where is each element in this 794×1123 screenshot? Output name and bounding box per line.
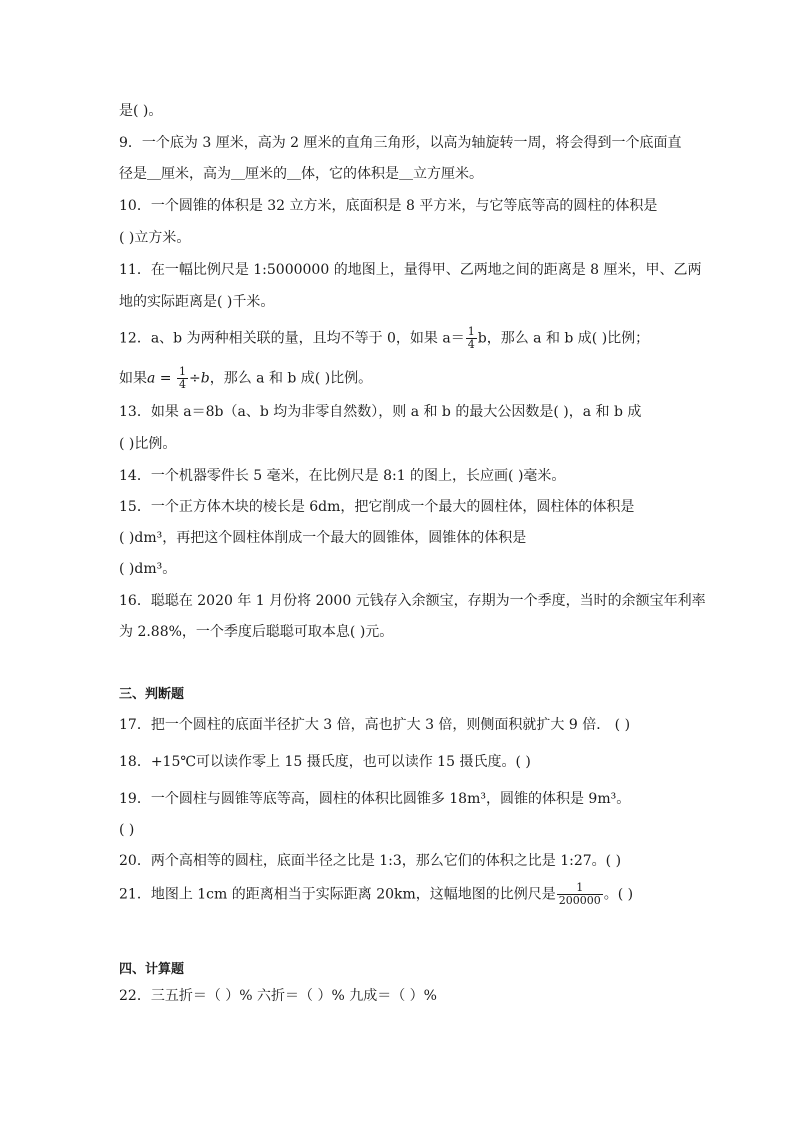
- text-line: ( )比例。: [119, 436, 177, 452]
- question-19: 19．一个圆柱与圆锥等底等高，圆柱的体积比圆锥多 18m³，圆锥的体积是 9m³。: [119, 791, 631, 807]
- question-20: 20．两个高相等的圆柱，底面半径之比是 1:3，那么它们的体积之比是 1:27。( ): [119, 853, 622, 869]
- text-line: 为 2.88%，一个季度后聪聪可取本息( )元。: [119, 624, 394, 640]
- fraction: [557, 882, 603, 907]
- text-span: 21．地图上 1cm 的距离相当于实际距离 20km，这幅地图的比例尺是: [119, 886, 556, 903]
- fraction-numerator: 1: [179, 365, 186, 378]
- text-span: b，那么 a 和 b 成( )比例；: [477, 330, 650, 347]
- text-line: ( ): [119, 822, 135, 838]
- question-16: 16．聪聪在 2020 年 1 月份将 2000 元钱存入余额宝，存期为一个季度，当时的余额宝年利率: [119, 593, 706, 609]
- variable-a: a: [147, 370, 156, 387]
- text-line: 地的实际距离是( )千米。: [119, 294, 275, 310]
- question-9: 9．一个底为 3 厘米，高为 2 厘米的直角三角形，以高为轴旋转一周，将会得到一个底面直: [119, 135, 682, 151]
- fraction-denominator: 4: [179, 378, 186, 391]
- text-line: 是( )。: [119, 103, 163, 119]
- question-14: 14．一个机器零件长 5 毫米，在比例尺是 8:1 的图上，长应画( )毫米。: [119, 468, 566, 484]
- fraction-numerator: 1: [467, 325, 475, 338]
- equals-sign: =: [155, 370, 176, 387]
- text-span: ，那么 a 和 b 成( )比例。: [209, 370, 373, 387]
- question-13: 13．如果 a＝8b（a、b 均为非零自然数），则 a 和 b 的最大公因数是( )，a 和 b 成: [119, 404, 642, 420]
- question-18: 18．+15℃可以读作零上 15 摄氏度，也可以读作 15 摄氏度。( ): [119, 754, 531, 770]
- fraction-denominator: 200000: [558, 894, 601, 907]
- question-21: [119, 882, 633, 907]
- question-15: 15．一个正方体木块的棱长是 6dm，把它削成一个最大的圆柱体，圆柱体的体积是: [119, 499, 635, 515]
- question-22: 22．三五折＝（ ）% 六折＝（ ）% 九成＝（ ）%: [119, 988, 437, 1004]
- text-line: ( )立方米。: [119, 230, 191, 246]
- text-line: ( )dm³，再把这个圆柱体削成一个最大的圆锥体，圆锥体的体积是: [119, 530, 527, 546]
- fraction-denominator: 4: [467, 338, 475, 351]
- text-span: 如果: [119, 370, 147, 387]
- section-heading-judgment: 三、判断题: [119, 687, 185, 702]
- text-span: 。( ): [603, 886, 634, 903]
- text-line: ( )dm³。: [119, 561, 177, 577]
- text-line: 径是＿厘米，高为＿厘米的＿体，它的体积是＿立方厘米。: [119, 166, 483, 182]
- fraction-numerator: 1: [576, 881, 584, 894]
- question-12: [119, 326, 649, 351]
- divide-sign: ÷: [189, 370, 201, 387]
- text-span: 12．a、b 为两种相关联的量，且均不等于 0，如果 a＝: [119, 330, 465, 347]
- text-line: [119, 366, 372, 391]
- question-17: 17．把一个圆柱的底面半径扩大 3 倍，高也扩大 3 倍，则侧面积就扩大 9 倍． ( ): [119, 717, 631, 733]
- fraction: [177, 366, 188, 391]
- variable-b: b: [200, 370, 210, 387]
- section-heading-calculation: 四、计算题: [119, 962, 185, 977]
- question-10: 10．一个圆锥的体积是 32 立方米，底面积是 8 平方米，与它等底等高的圆柱的体积是: [119, 198, 658, 214]
- question-11: 11．在一幅比例尺是 1:5000000 的地图上，量得甲、乙两地之间的距离是 8 厘米，甲、乙两: [119, 262, 702, 278]
- fraction: [466, 326, 477, 351]
